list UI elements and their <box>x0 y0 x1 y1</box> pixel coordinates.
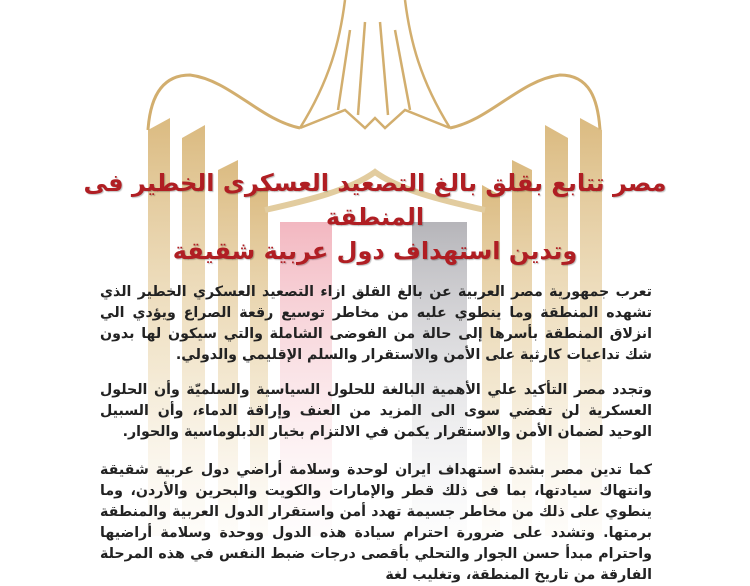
title-line-2: وتدين استهداف دول عربية شقيقة <box>172 237 578 265</box>
title-line-1: مصر تتابع بقلق بالغ التصعيد العسكرى الخطير فى المنطقة <box>83 169 667 231</box>
paragraph-2: وتجدد مصر التأكيد علي الأهمية البالغة للحلول السياسية والسلميّة وأن الحلول العسكرية لن تفضي سوى الى المزيد من العنف وإراقة الدماء، وأن السبيل الوحيد لضمان الأمن والاستقرار يكمن في الالتزام بخيار الدبلوماسية والحوار. <box>100 382 652 441</box>
paragraph-1: تعرب جمهورية مصر العربية عن بالغ القلق ازاء التصعيد العسكري الخطير الذي تشهده المنطقة وما ينطوي عليه من مخاطر توسيع رقعة الصراع ويؤدي الي انزلاق المنطقة بأسرها إلى حالة من الفوضى الشاملة والتي سيكون لها بدون شك تداعيات كارثية على الأمن والاستقرار والسلم الإقليمي والدولي. <box>100 284 652 364</box>
paragraph-3: كما تدين مصر بشدة استهداف ايران لوحدة وسلامة أراضي دول عربية شقيقة وانتهاك سيادتها، بما فى ذلك قطر والإمارات والكويت والبحرين والأردن، وما ينطوي على ذلك من مخاطر جسيمة تهدد أمن واستقرار الدول العربية والمنطقة برمتها. وتشدد على ضرورة احترام سيادة هذه الدول ووحدة وسلامة أراضيها واحترام مبدأ حسن الجوار والتحلي بأقصى درجات ضبط النفس في هذه المرحلة الفارقة من تاريخ المنطقة، وتغليب لغة <box>100 462 652 584</box>
statement-title <box>40 166 710 268</box>
